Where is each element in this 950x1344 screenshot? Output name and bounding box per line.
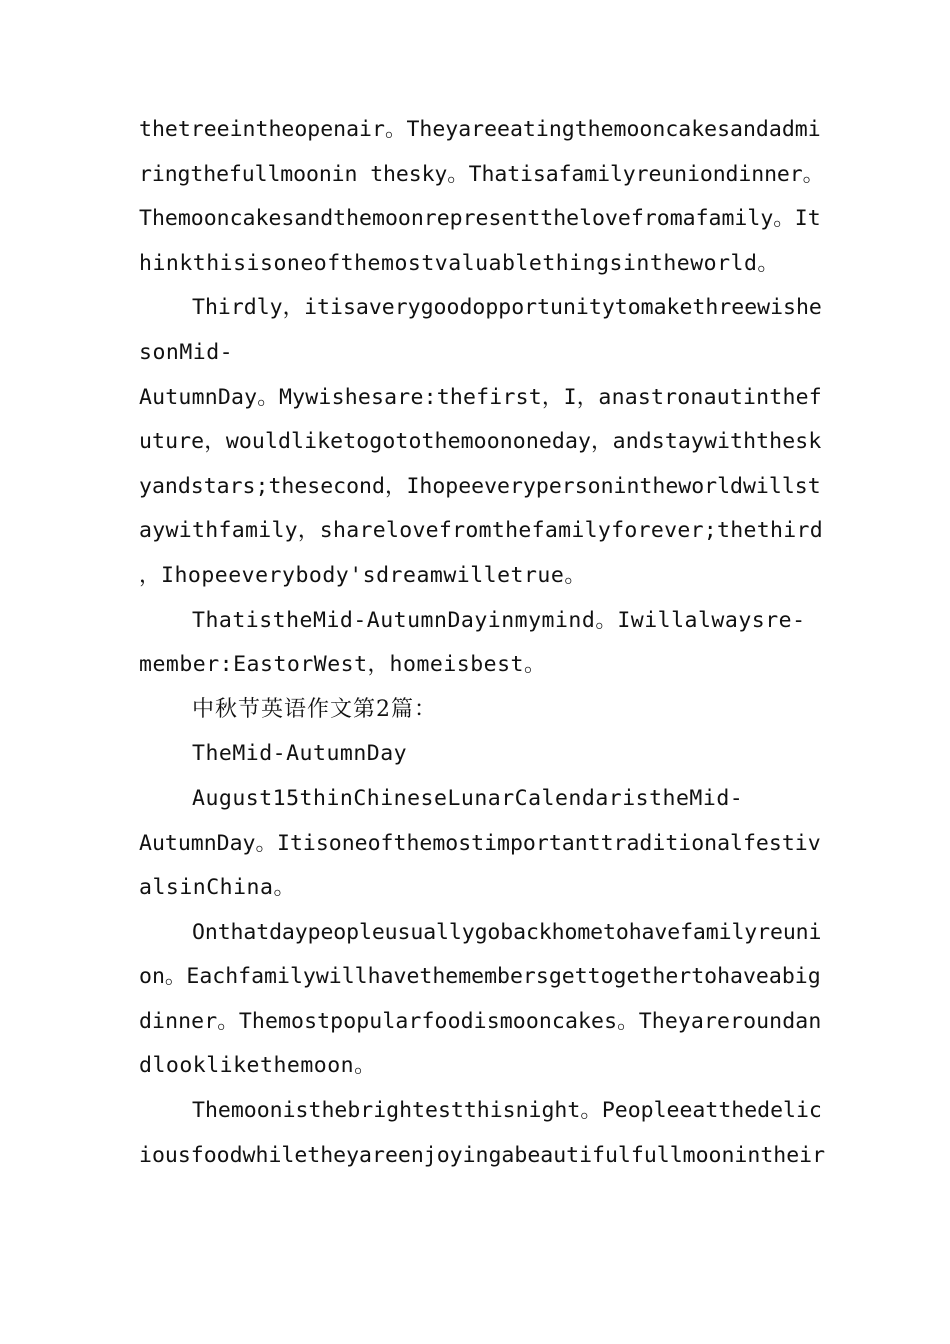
text-line: Onthatdaypeopleusuallygobackhometohavefamilyreuni [192,919,822,945]
text-line: thetreeintheopenair。Theyareeatingthemooncakesandadmi [139,117,821,142]
text-line: alsinChina。 [139,875,296,901]
text-line: AutumnDay。Itisoneofthemostimportanttraditionalfestiv [139,830,821,856]
text-line: ThatistheMid-AutumnDayinmymind。Iwillalwaysre- [192,607,806,633]
text-line: aywithfamily，sharelovefromthefamilyforever;thethird [139,518,824,544]
document-body [139,108,826,1178]
section-heading: 中秋节英语作文第2篇： [192,696,437,722]
text-line: on。Eachfamilywillhavethemembersgettogethertohaveabig [139,964,821,990]
text-line: Thirdly，itisaverygoodopportunitytomakethreewishe [192,295,822,321]
text-line: ，Ihopeeverybody'sdreamwilletrue。 [139,562,587,588]
text-line: AutumnDay。Mywishesare:thefirst，I，anastronautinthef [139,384,822,410]
text-line: yandstars;thesecond，Ihopeeverypersonintheworldwillst [139,473,821,499]
text-line: hinkthisisoneofthemostvaluablethingsintheworld。 [139,250,780,276]
text-line: dlooklikethemoon。 [139,1053,377,1079]
text-line: ringthefullmoonin thesky。Thatisafamilyreuniondinner。 [139,161,825,187]
text-line: Themoonisthebrightestthisnight。Peopleeatthedelic [192,1098,822,1124]
text-line: TheMid-AutumnDay [192,741,408,767]
text-line: sonMid- [139,339,234,365]
text-line: dinner。Themostpopularfoodismooncakes。Theyareroundan [139,1008,822,1034]
text-line: Themooncakesandthemoonrepresentthelovefromafamily。It [139,206,821,232]
text-line: iousfoodwhiletheyareenjoyingabeautifulfullmoonintheir [139,1142,826,1168]
text-line: August15thinChineseLunarCalendaristheMid- [192,785,744,811]
text-line: uture，wouldliketogotothemoononeday，andstaywiththesk [139,429,822,455]
text-line: member:EastorWest，homeisbest。 [139,652,546,678]
